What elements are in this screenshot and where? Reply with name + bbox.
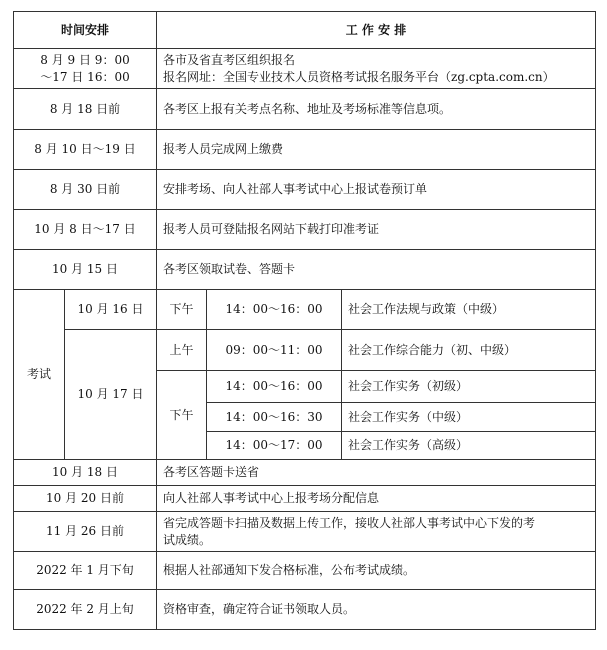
exam-subject: 社会工作实务（中级）: [342, 403, 596, 432]
work-cell: 各考区答题卡送省: [157, 460, 596, 486]
exam-label: 考试: [14, 290, 65, 460]
time-cell: 10 月 15 日: [14, 250, 157, 290]
table-row: [14, 89, 596, 130]
table-row: [14, 460, 596, 486]
exam-subject: 社会工作综合能力（初、中级）: [342, 330, 596, 371]
work-cell: 省完成答题卡扫描及数据上传工作，接收人社部人事考试中心下发的考 试成绩。: [157, 512, 596, 552]
exam-date: 10 月 17 日: [65, 330, 157, 460]
exam-row: [14, 330, 596, 371]
table-row: [14, 552, 596, 590]
work-cell: 各考区领取试卷、答题卡: [157, 250, 596, 290]
table-row: [14, 590, 596, 630]
time-cell: 8 月 9 日 9：00 ～17 日 16：00: [14, 49, 157, 89]
exam-subject: 社会工作实务（高级）: [342, 432, 596, 460]
table-row: [14, 512, 596, 552]
exam-subject: 社会工作法规与政策（中级）: [342, 290, 596, 330]
exam-time: 09：00～11：00: [207, 330, 342, 371]
work-cell: 报考人员可登陆报名网站下载打印准考证: [157, 210, 596, 250]
time-cell: 10 月 8 日～17 日: [14, 210, 157, 250]
time-cell: 2022 年 1 月下旬: [14, 552, 157, 590]
header-work: 工 作 安 排: [157, 12, 596, 49]
work-cell: 各考区上报有关考点名称、地址及考场标准等信息项。: [157, 89, 596, 130]
work-cell: 根据人社部通知下发合格标准，公布考试成绩。: [157, 552, 596, 590]
time-cell: 8 月 30 日前: [14, 170, 157, 210]
table-row: [14, 486, 596, 512]
work-cell: 资格审查，确定符合证书领取人员。: [157, 590, 596, 630]
work-cell: 各市及省直考区组织报名 报名网址：全国专业技术人员资格考试报名服务平台（zg.cpta.com.cn）: [157, 49, 596, 89]
exam-date: 10 月 16 日: [65, 290, 157, 330]
table-row: [14, 210, 596, 250]
schedule-table: [13, 11, 596, 630]
exam-period: 上午: [157, 330, 207, 371]
time-cell: 10 月 20 日前: [14, 486, 157, 512]
time-cell: 2022 年 2 月上旬: [14, 590, 157, 630]
table-row: [14, 49, 596, 89]
exam-time: 14：00～16：30: [207, 403, 342, 432]
work-cell: 安排考场、向人社部人事考试中心上报试卷预订单: [157, 170, 596, 210]
work-cell: 报考人员完成网上缴费: [157, 130, 596, 170]
time-cell: 8 月 10 日～19 日: [14, 130, 157, 170]
exam-row: [14, 290, 596, 330]
time-cell: 11 月 26 日前: [14, 512, 157, 552]
table-row: [14, 130, 596, 170]
exam-time: 14：00～16：00: [207, 290, 342, 330]
time-cell: 10 月 18 日: [14, 460, 157, 486]
exam-period: 下午: [157, 371, 207, 460]
exam-time: 14：00～17：00: [207, 432, 342, 460]
exam-time: 14：00～16：00: [207, 371, 342, 403]
table-row: [14, 170, 596, 210]
exam-subject: 社会工作实务（初级）: [342, 371, 596, 403]
header-time: 时间安排: [14, 12, 157, 49]
exam-period: 下午: [157, 290, 207, 330]
time-cell: 8 月 18 日前: [14, 89, 157, 130]
table-header-row: [14, 12, 596, 49]
table-row: [14, 250, 596, 290]
work-cell: 向人社部人事考试中心上报考场分配信息: [157, 486, 596, 512]
